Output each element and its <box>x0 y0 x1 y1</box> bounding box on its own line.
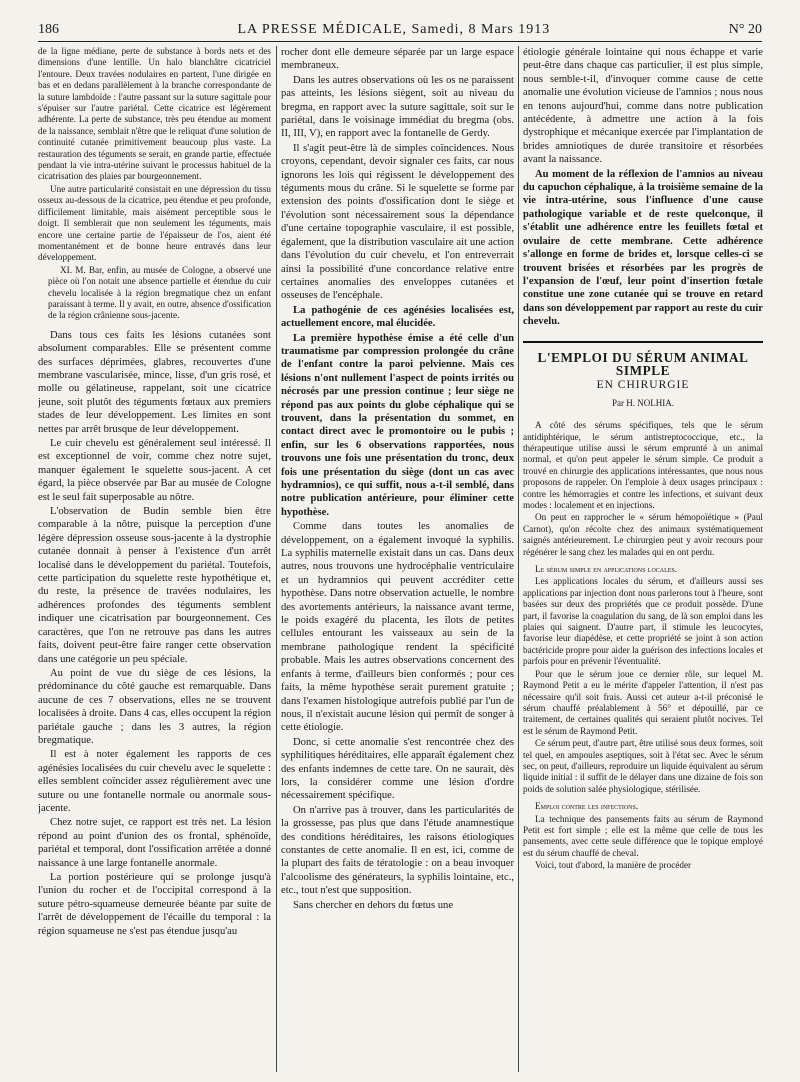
column-rule <box>276 46 277 1072</box>
paragraph: On peut en rapprocher le « sérum hémopoïétique » (Paul Carnot), qu'on récolte chez des animaux systématiquement saignés antérieurement. Le chirurgien peut y avoir recours pour régénérer le sang chez les malades qui en ont perdu. <box>523 512 763 557</box>
journal-title: LA PRESSE MÉDICALE, Samedi, 8 Mars 1913 <box>237 22 551 37</box>
page-header <box>38 12 762 42</box>
paragraph: Le cuir chevelu est généralement seul intéressé. Il est exceptionnel de voir, comme chez notre sujet, manquer également le squelette sous-jacent. A cet égard, la pièce observée par Bar au musée de Cologne est le seul fait superposable au nôtre. <box>38 438 271 503</box>
paragraph: La pathogénie de ces agénésies localisées est, actuellement encore, mal élucidée. <box>281 304 514 330</box>
paragraph: Au point de vue du siège de ces lésions, la prédominance du côté gauche est remarquable. Dans aucune de ces 7 observations, elles ne se trouvent localisées à droite. Dans 4 cas, elles occupent la région pariétale gauche ; dans les 3 autres, la région bregmatique. <box>38 667 271 746</box>
observation-paragraph: XI. M. Bar, enfin, au musée de Cologne, a observé une pièce où l'on notait une absence partielle et étendue du cuir chevelu localisée à la région bregmatique chez un enfant paraissant à terme. Il y avait, en outre, absence d'ossification de la région crânienne sous-jacente. <box>48 264 271 321</box>
paragraph: Il est à noter également les rapports de ces agénésies localisées du cuir chevelu avec le squelette : elles semblent coïncider assez régulièrement avec une suture ou une fontanelle normale ou anormale sous-jacente. <box>38 749 271 814</box>
article-title: L'EMPLOI DU SÉRUM ANIMAL SIMPLE <box>523 341 763 378</box>
paragraph: Une autre particularité consistait en une dépression du tissu osseux au-dessous de la cicatrice, peu étendue et peu profonde, difficilement limitable, mais aisément perceptible sous le doigt. Il semblerait que non seulement les téguments, mais encore une certaine partie de l'épaisseur de l'os, aient été momentanément et de bonne heure entravés dans leur développement. <box>38 183 271 263</box>
section-heading: Le sérum simple en applications locales. <box>535 564 678 575</box>
paragraph: Voici, tout d'abord, la manière de procéder <box>535 860 692 871</box>
paragraph: Au moment de la réflexion de l'amnios au niveau du capuchon céphalique, à la troisième semaine de la vie intra-utérine, sous l'influence d'une cause pathologique variable et de reste quelconque, il s'établit une adhérence entre les feuillets fœtal et ovulaire de cette membrane. Cette adhérence s'allonge en forme de brides et, lorsque celles-ci se trouvent brisées et résorbées par les progrès de l'expansion de l'œuf, leur point d'insertion fœtale constitue une zone cutanée qui se trouve en retard dans son développement par rapport au reste du cuir chevelu. <box>523 168 763 328</box>
column-rule <box>518 46 519 1072</box>
paragraph: La portion postérieure qui se prolonge jusqu'à l'union du rocher et de l'occipital correspond à la suture pétro-squameuse demeurée béante par suite de l'arrêt de développement de l'écaille du temporal : la région squameuse ne s'est pas étendue jusqu'au <box>38 872 271 937</box>
column-2 <box>281 46 514 1074</box>
page-number: 186 <box>38 22 59 37</box>
column-3 <box>523 46 763 1074</box>
paragraph: Ce sérum peut, d'autre part, être utilisé sous deux formes, soit tel quel, en ampoules aseptiques, soit à l'état sec. Avec le sérum sec, on peut, d'ailleurs, reproduire un liquide équivalent au sérum liquide initial : il suffit de le délayer dans une dizaine de fois son poids de solution salée physiologique, stérilisée. <box>523 738 763 794</box>
paragraph: rocher dont elle demeure séparée par un large espace membraneux. <box>281 47 514 72</box>
paragraph: On n'arrive pas à trouver, dans les particularités de la grossesse, pas plus que dans l'étude anamnestique des conditions héréditaires, les raisons étiologiques constantes de cette anomalie. Il en est, ici, comme de la plupart des faits de tératologie : on a beau invoquer l'alcoolisme des générateurs, la syphilis lointaine, etc., etc., tout n'est que supposition. <box>281 804 514 897</box>
issue-number: N° 20 <box>728 22 762 37</box>
paragraph: La première hypothèse émise a été celle d'un traumatisme par compression prolongée du crâne de l'enfant contre la paroi pelvienne. Mais ces lésions n'ont nullement l'aspect de points irrités ou nécrosés par une pression continue ; leur siège ne répond pas aux points du globe céphalique qui se trouvent, dans la présentation du sommet, en contact direct avec le promontoire ou le pubis ; enfin, sur les 6 observations rapportées, nous trouvons une fois une présentation du tronc, deux fois une présentation du siège (dont un cas avec hydramnios), ce qui suffit, nous a-t-il semblé, dans notre publication antérieure, pour éliminer cette hypothèse. <box>281 332 514 518</box>
paragraph: Les applications locales du sérum, et d'ailleurs aussi ses applications par injection dont nous parlerons tout à l'heure, sont basées sur deux des propriétés que ce produit possède. D'une part, il favorise la coagulation du sang, de là son emploi dans les plaies qui saignent. D'autre part, il stimule les leucocytes, favorise leur diapédèse, et cette propriété se joint à son action bactéricide propre pour aider la guérison des infections locales et parfois pour en prévenir l'éventualité. <box>523 576 763 667</box>
paragraph: A côté des sérums spécifiques, tels que le sérum antidiphtérique, le sérum antistreptococcique, etc., la thérapeutique utilise aussi le sérum emprunté à un animal normal, et qu'on peut appeler le sérum simple. Ce produit a trouvé en chirurgie des applications intéressantes, que nous nous proposons de rappeler. On l'emploie à deux usages principaux : contre les hémorragies et contre les infections, et suivant deux modes : localement et en injections. <box>523 420 763 510</box>
paragraph: Donc, si cette anomalie s'est rencontrée chez des syphilitiques héréditaires, elle apparaît également chez des enfants indemnes de cette tare. On ne saurait, dès lors, la considérer comme une lésion d'ordre nécessairement spécifique. <box>281 736 514 802</box>
paragraph: Comme dans toutes les anomalies de développement, on a également invoqué la syphilis. La syphilis maternelle existait dans un cas. Dans deux autres, nous trouvons une hydrocéphalie ventriculaire et un hydramnios qui peuvent accréditer cette hypothèse. Dans notre observation actuelle, le nombre des avortements antérieurs, la naissance avant terme, le poids exagéré du placenta, les îlots de petites cellules entourant les vaisseaux au sein de la membrane pathologique rendent la spécificité probable. Mais les autres observations concernent des enfants à terme, d'ailleurs bien conformés ; pour ces faits, la même hypothèse serait purement gratuite ; dans l'examen histologique autrefois publié par l'un de nous, il n'existait aucune lésion qui permît de songer à cette étiologie. <box>281 521 514 734</box>
paragraph: La technique des pansements faits au sérum de Raymond Petit est fort simple ; elle est la même que celle de tous les pansements, avec cette seule différence que le topique employé est du sérum chauffé de cheval. <box>523 813 763 858</box>
paragraph: Dans les autres observations où les os ne paraissent pas atteints, les lésions siègent, soit au niveau du bregma, en rapport avec la suture sagittale, soit sur le pariétal, dans le voisinage immédiat du bregma (obs. II, III, V), en rapport avec la fontanelle de Gerdy. <box>281 74 514 140</box>
paragraph: Dans tous ces faits les lésions cutanées sont absolument comparables. Elle se présentent comme des surfaces déprimées, glabres, recouvertes d'une membrane vascularisée, mince, lisse, d'un gris rosé, et molle ou gélatineuse, rappelant, soit une cicatrice jeune, soit plutôt des téguments fœtaux aux premiers stades de leur développement. Les limites en sont nettes par arrêt brusque de leur développement. <box>38 329 271 435</box>
article-subtitle: EN CHIRURGIE <box>596 379 690 392</box>
section-heading: Emploi contre les infections. <box>535 801 639 812</box>
paragraph: Chez notre sujet, ce rapport est très net. La lésion répond au point d'union des os frontal, sphénoïde, pariétal et temporal, dont l'ossification arrêtée a donné naissance à une large fontanelle anormale. <box>38 817 271 869</box>
paragraph: Sans chercher en dehors du fœtus une <box>293 899 454 911</box>
column-1 <box>38 46 271 1074</box>
article-author: Par H. NOLHIA. <box>612 397 674 408</box>
paragraph: de la ligne médiane, perte de substance à bords nets et des dimensions d'une lentille. Un halo blanchâtre cicatriciel l'entoure. Deux travées nodulaires en partent, l'une dirigée en bas et en dedans parallèlement à la branche correspondante de la suture lambdoïde : l'autre passant sur la suture sagittale pour s'épuiser sur l'autre pariétal. Cette cicatrice est légèrement adhérente. La perte de substance, très peu étendue au moment de la naissance, semblait n'être que le reliquat d'une solution de continuité cutanée primitivement beaucoup plus vaste. La restauration des téguments se serait, en grande partie, effectuée pendant la vie intra-utérine suivant le processus habituel de la cicatrisation des plaies par bourgeonnement. <box>38 46 271 182</box>
paragraph: Pour que le sérum joue ce dernier rôle, sur lequel M. Raymond Petit a eu le mérite d'appeler l'attention, il n'est pas nécessaire qu'il soit frais. Aussi cet auteur a-t-il préconisé le sérum chauffé préalablement à 56° et dépouillé, par ce traitement, de certaines qualités qui seraient plutôt nocives. Tel est le sérum de Raymond Petit. <box>523 668 763 736</box>
paragraph: L'observation de Budin semble bien être comparable à la nôtre, puisque la perception d'une légère dépression osseuse sous-jacente à la dystrophie cutanée donnait à penser à l'existence d'un arrêt localisé dans le développement du pariétal. Toutefois, cette participation du squelette reste hypothétique et, du reste, la présence de travées nodulaires, les adhérences profondes des téguments semblent indiquer une cicatrisation par bourgeonnement. Ces caractères, que l'on ne retrouve pas dans les autres faits, doivent peut-être faire ranger cette observation dans une catégorie un peu spéciale. <box>38 506 271 665</box>
paragraph: étiologie générale lointaine qui nous échappe et varie peut-être dans chaque cas particulier, il est plus simple, nous semble-t-il, d'invoquer comme cause de cette anomalie une évolution vicieuse de l'amnios ; nous nous en tenons aujourd'hui, comme dans notre publication antécédente, à admettre une action à la fois dystrophique et mécanique exercée par l'implantation de brides amniotiques de durée transitoire et résorbées avant la naissance. <box>523 47 763 166</box>
paragraph: Il s'agit peut-être là de simples coïncidences. Nous croyons, cependant, devoir signaler ces faits, car nous ignorons les lois qui régissent le développement des téguments mous du crâne. Si le squelette se forme par extension des points d'ossification dont le siège et l'évolution sont nécessairement sous la dépendance d'une certaine topographie vasculaire, il est possible, également, que la distribution vasculaire ait une action dans l'évolution du cuir chevelu, et l'on entreverrait ainsi la possibilité d'une concordance relative entre certaines anomalies des enveloppes cutanées et osseuses de l'encéphale. <box>281 142 514 302</box>
